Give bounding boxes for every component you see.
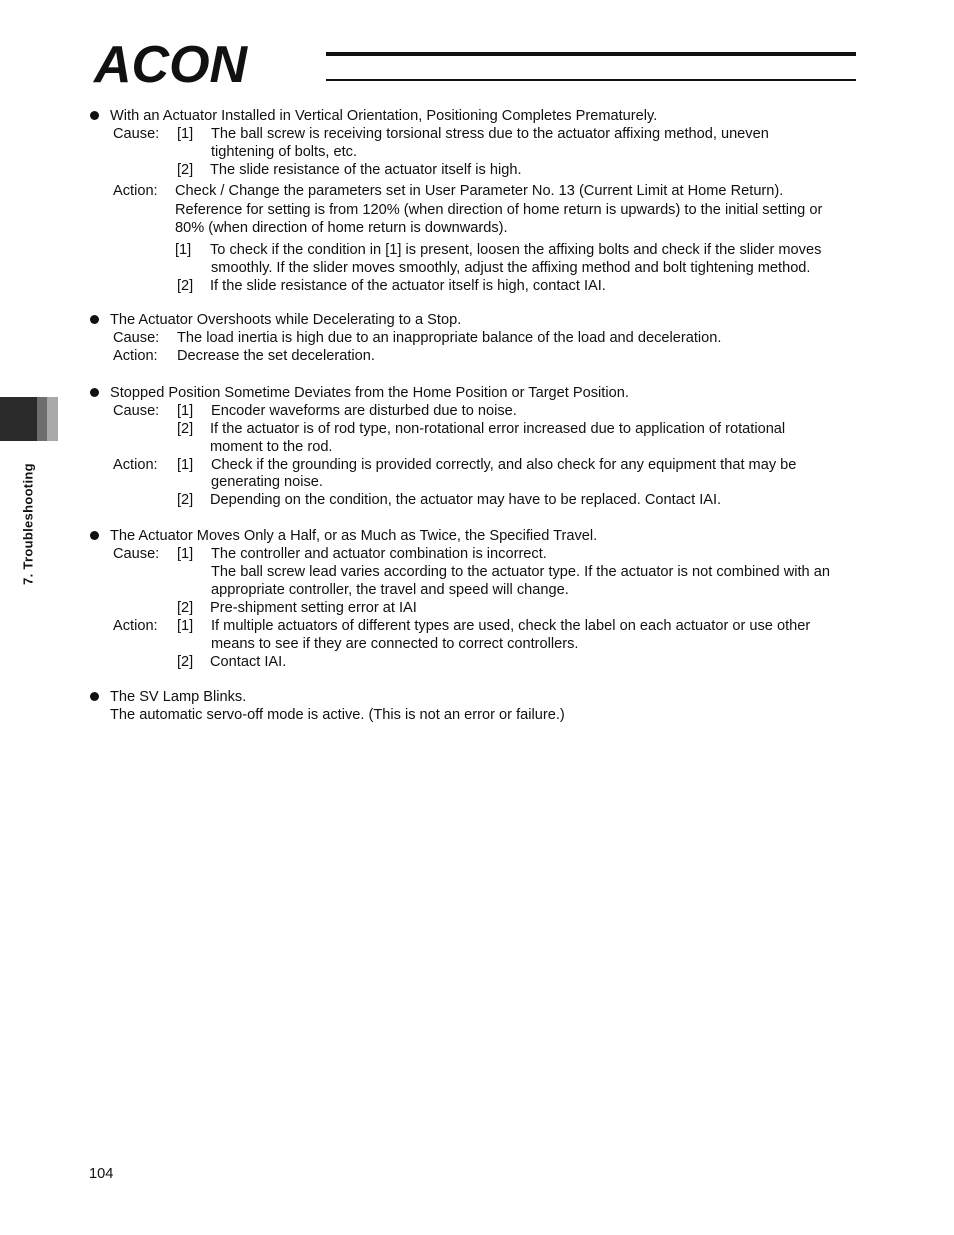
item-number: [2] bbox=[177, 492, 194, 508]
cause-label: Cause: bbox=[113, 546, 160, 562]
body-line: The ball screw lead varies according to the actuator type. If the actuator is not combined with an bbox=[211, 564, 830, 580]
action-label: Action: bbox=[113, 457, 158, 473]
bullet-icon bbox=[90, 692, 99, 701]
item-number: [2] bbox=[177, 162, 194, 178]
chapter-tab-mid bbox=[37, 397, 47, 441]
body-line: generating noise. bbox=[211, 474, 323, 490]
body-line: Check / Change the parameters set in User Parameter No. 13 (Current Limit at Home Return). bbox=[175, 183, 784, 199]
action-label: Action: bbox=[113, 183, 158, 199]
chapter-side-label: 7. Troubleshooting bbox=[20, 463, 36, 585]
item-number: [1] bbox=[175, 242, 192, 258]
body-line: smoothly. If the slider moves smoothly, adjust the affixing method and bolt tightening method. bbox=[211, 260, 811, 276]
bullet-icon bbox=[90, 315, 99, 324]
body-line: Contact IAI. bbox=[210, 654, 287, 670]
bullet-icon bbox=[90, 111, 99, 120]
item-number: [1] bbox=[177, 403, 194, 419]
header-rule-thick bbox=[326, 52, 856, 56]
action-label: Action: bbox=[113, 348, 158, 364]
svg-text:ACON: ACON bbox=[94, 40, 248, 86]
body-line: The controller and actuator combination is incorrect. bbox=[211, 546, 547, 562]
section-title: Stopped Position Sometime Deviates from the Home Position or Target Position. bbox=[110, 385, 629, 401]
section-title: The Actuator Moves Only a Half, or as Much as Twice, the Specified Travel. bbox=[110, 528, 598, 544]
item-number: [2] bbox=[177, 421, 194, 437]
item-number: [2] bbox=[177, 278, 194, 294]
page-number: 104 bbox=[89, 1166, 114, 1182]
body-line: The automatic servo-off mode is active. (This is not an error or failure.) bbox=[110, 707, 565, 723]
section-title: With an Actuator Installed in Vertical Orientation, Positioning Completes Prematurely. bbox=[110, 108, 658, 124]
item-number: [1] bbox=[177, 618, 194, 634]
body-line: 80% (when direction of home return is downwards). bbox=[175, 220, 508, 236]
body-line: Depending on the condition, the actuator may have to be replaced. Contact IAI. bbox=[210, 492, 722, 508]
action-label: Action: bbox=[113, 618, 158, 634]
body-line: appropriate controller, the travel and speed will change. bbox=[211, 582, 569, 598]
chapter-tab-light bbox=[47, 397, 58, 441]
chapter-tab-dark bbox=[0, 397, 37, 441]
item-number: [2] bbox=[177, 600, 194, 616]
body-line: If multiple actuators of different types are used, check the label on each actuator or use other bbox=[211, 618, 811, 634]
section-title: The Actuator Overshoots while Decelerating to a Stop. bbox=[110, 312, 462, 328]
body-line: Check if the grounding is provided correctly, and also check for any equipment that may be bbox=[211, 457, 797, 473]
body-line: The ball screw is receiving torsional stress due to the actuator affixing method, uneven bbox=[211, 126, 769, 142]
body-line: The slide resistance of the actuator itself is high. bbox=[210, 162, 522, 178]
body-line: Encoder waveforms are disturbed due to noise. bbox=[211, 403, 517, 419]
body-line: If the slide resistance of the actuator itself is high, contact IAI. bbox=[210, 278, 606, 294]
bullet-icon bbox=[90, 531, 99, 540]
body-line: Decrease the set deceleration. bbox=[177, 348, 375, 364]
body-line: The load inertia is high due to an inappropriate balance of the load and deceleration. bbox=[177, 330, 722, 346]
item-number: [2] bbox=[177, 654, 194, 670]
cause-label: Cause: bbox=[113, 330, 160, 346]
body-line: tightening of bolts, etc. bbox=[211, 144, 358, 160]
acon-logo bbox=[92, 40, 328, 86]
section-title: The SV Lamp Blinks. bbox=[110, 689, 247, 705]
header-rule-thin bbox=[326, 79, 856, 81]
cause-label: Cause: bbox=[113, 403, 160, 419]
body-line: means to see if they are connected to correct controllers. bbox=[211, 636, 579, 652]
cause-label: Cause: bbox=[113, 126, 160, 142]
body-line: moment to the rod. bbox=[210, 439, 333, 455]
body-line: If the actuator is of rod type, non-rotational error increased due to application of rotational bbox=[210, 421, 786, 437]
body-line: Pre-shipment setting error at IAI bbox=[210, 600, 417, 616]
item-number: [1] bbox=[177, 457, 194, 473]
item-number: [1] bbox=[177, 546, 194, 562]
bullet-icon bbox=[90, 388, 99, 397]
item-number: [1] bbox=[177, 126, 194, 142]
body-line: Reference for setting is from 120% (when direction of home return is upwards) to the initial setting or bbox=[175, 202, 823, 218]
body-line: To check if the condition in [1] is present, loosen the affixing bolts and check if the slider moves bbox=[210, 242, 822, 258]
